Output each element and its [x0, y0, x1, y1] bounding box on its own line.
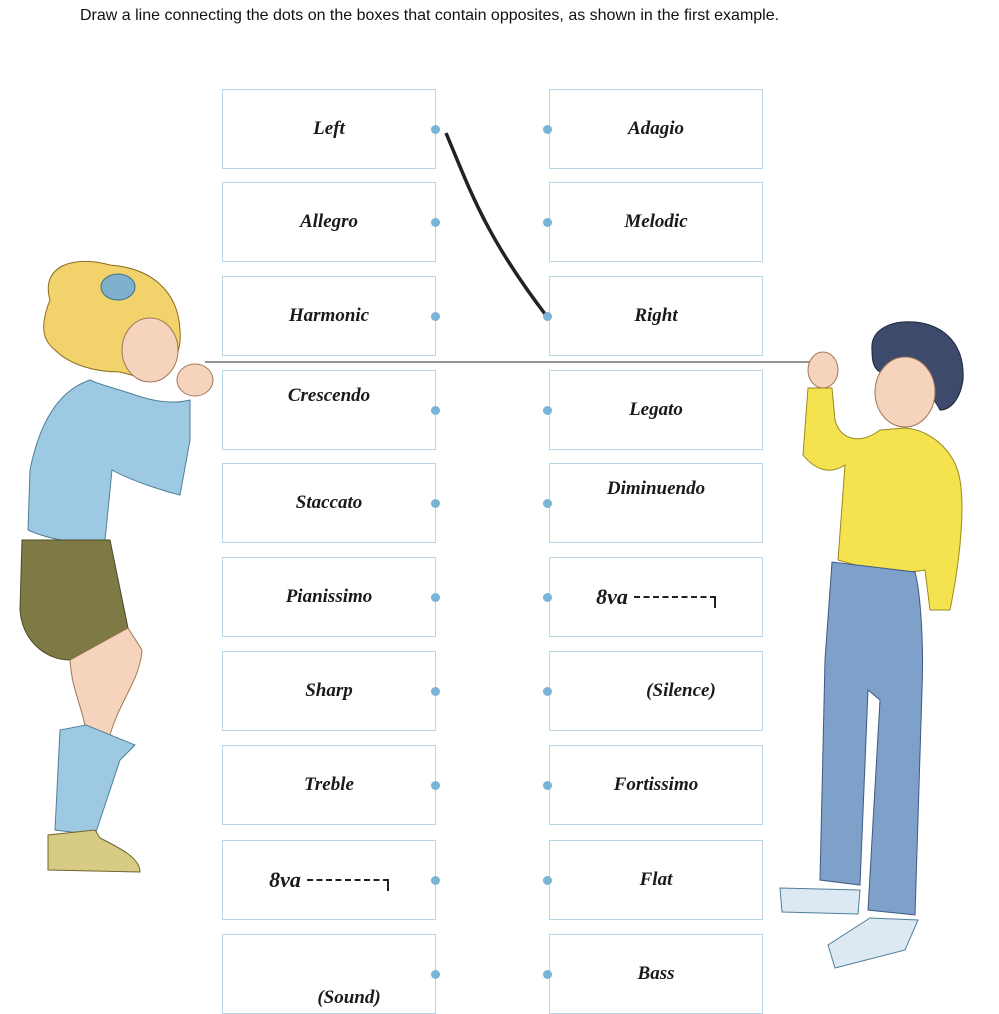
right-dot-9[interactable] — [543, 876, 552, 885]
right-box-label: Flat — [639, 869, 673, 890]
right-box-3 — [549, 276, 763, 356]
instructions-text: Draw a line connecting the dots on the boxes that contain opposites, as shown in the first example. — [80, 7, 780, 24]
girl-illustration — [20, 261, 213, 872]
right-dot-10[interactable] — [543, 970, 552, 979]
right-box-label: Fortissimo — [613, 774, 699, 795]
octave-dash-line — [634, 596, 716, 608]
right-dot-1[interactable] — [543, 125, 552, 134]
left-box-10 — [222, 934, 436, 1014]
right-dot-2[interactable] — [543, 218, 552, 227]
right-box-label: (Silence) — [646, 680, 716, 701]
left-box-label: Harmonic — [288, 305, 370, 326]
left-box-3 — [222, 276, 436, 356]
left-dot-8[interactable] — [431, 781, 440, 790]
left-box-6 — [222, 557, 436, 637]
right-box-10 — [549, 934, 763, 1014]
left-box-7 — [222, 651, 436, 731]
boy-illustration — [780, 322, 963, 968]
octave-marking — [269, 867, 389, 893]
right-box-label: Legato — [629, 399, 683, 420]
right-dot-7[interactable] — [543, 687, 552, 696]
left-box-9 — [222, 840, 436, 920]
left-dot-7[interactable] — [431, 687, 440, 696]
right-box-8 — [549, 745, 763, 825]
left-box-label: 8va — [269, 867, 301, 892]
left-box-label: (Sound) — [317, 987, 381, 1008]
left-dot-3[interactable] — [431, 312, 440, 321]
left-box-label: Allegro — [299, 211, 359, 232]
right-box-label: Diminuendo — [606, 478, 706, 499]
right-dot-8[interactable] — [543, 781, 552, 790]
left-box-label: Treble — [304, 774, 354, 795]
right-box-label: Bass — [637, 963, 675, 984]
right-box-label: 8va — [596, 584, 628, 609]
right-dot-3[interactable] — [543, 312, 552, 321]
left-box-label: Left — [313, 118, 345, 139]
right-box-label: Melodic — [624, 211, 688, 232]
right-box-7 — [549, 651, 763, 731]
octave-marking — [596, 584, 716, 610]
right-dot-5[interactable] — [543, 499, 552, 508]
octave-dash-line — [307, 879, 389, 891]
left-box-2 — [222, 182, 436, 262]
left-dot-5[interactable] — [431, 499, 440, 508]
left-box-label: Sharp — [305, 680, 353, 701]
left-box-4 — [222, 370, 436, 450]
right-box-4 — [549, 370, 763, 450]
left-box-5 — [222, 463, 436, 543]
right-box-2 — [549, 182, 763, 262]
left-dot-10[interactable] — [431, 970, 440, 979]
left-dot-6[interactable] — [431, 593, 440, 602]
right-box-9 — [549, 840, 763, 920]
right-dot-4[interactable] — [543, 406, 552, 415]
left-box-label: Pianissimo — [285, 586, 373, 607]
example-connection-line — [446, 133, 545, 314]
left-dot-4[interactable] — [431, 406, 440, 415]
left-box-1 — [222, 89, 436, 169]
right-box-1 — [549, 89, 763, 169]
left-dot-9[interactable] — [431, 876, 440, 885]
left-box-label: Staccato — [295, 492, 363, 513]
left-dot-1[interactable] — [431, 125, 440, 134]
left-dot-2[interactable] — [431, 218, 440, 227]
right-box-6 — [549, 557, 763, 637]
right-dot-6[interactable] — [543, 593, 552, 602]
right-box-label: Right — [634, 305, 678, 326]
right-box-label: Adagio — [628, 118, 684, 139]
left-box-8 — [222, 745, 436, 825]
left-box-label: Crescendo — [287, 385, 371, 406]
right-box-5 — [549, 463, 763, 543]
